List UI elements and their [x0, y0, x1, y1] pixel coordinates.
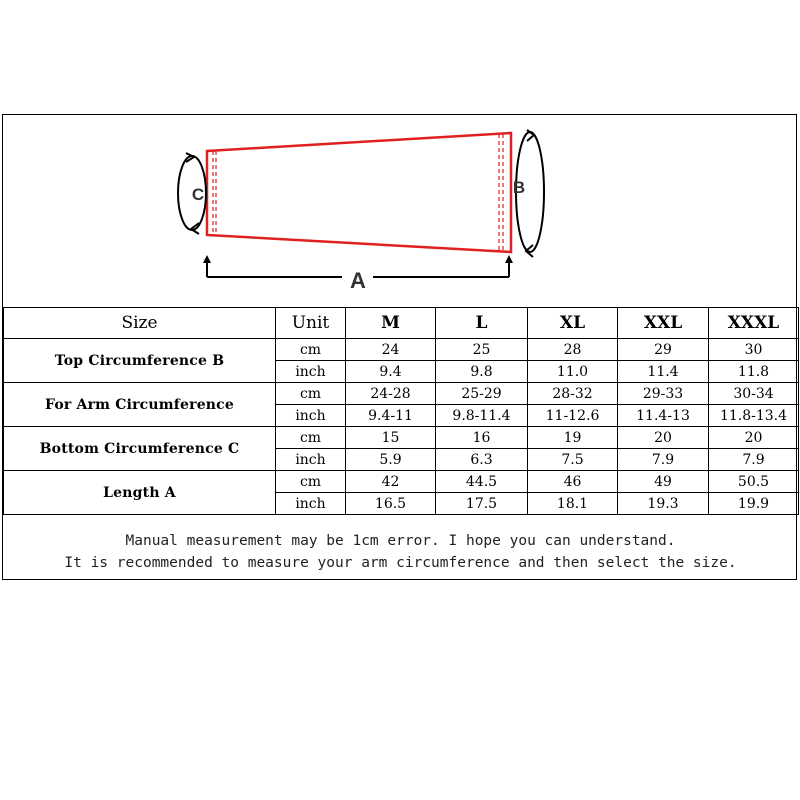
- value-cell: 19.9: [709, 493, 799, 515]
- size-chart: [2, 114, 797, 580]
- value-cell: 11.0: [528, 361, 618, 383]
- value-cell: 11.4: [618, 361, 709, 383]
- value-cell: 7.9: [709, 449, 799, 471]
- value-cell: 50.5: [709, 471, 799, 493]
- value-cell: 46: [528, 471, 618, 493]
- unit-cell: cm: [276, 339, 346, 361]
- value-cell: 11.4-13: [618, 405, 709, 427]
- value-cell: 44.5: [436, 471, 528, 493]
- header-size-l: L: [436, 308, 528, 339]
- row-label-arm-circumference: For Arm Circumference: [4, 383, 276, 427]
- value-cell: 24-28: [346, 383, 436, 405]
- header-size-xl: XL: [528, 308, 618, 339]
- value-cell: 19: [528, 427, 618, 449]
- row-label-bottom-circumference: Bottom Circumference C: [4, 427, 276, 471]
- value-cell: 15: [346, 427, 436, 449]
- value-cell: 11.8-13.4: [709, 405, 799, 427]
- value-cell: 42: [346, 471, 436, 493]
- unit-cell: inch: [276, 405, 346, 427]
- value-cell: 18.1: [528, 493, 618, 515]
- header-size-xxl: XXL: [618, 308, 709, 339]
- header-unit: Unit: [276, 308, 346, 339]
- value-cell: 29: [618, 339, 709, 361]
- unit-cell: inch: [276, 361, 346, 383]
- value-cell: 29-33: [618, 383, 709, 405]
- value-cell: 7.9: [618, 449, 709, 471]
- table-row: [4, 471, 799, 493]
- value-cell: 24: [346, 339, 436, 361]
- label-a: A: [350, 268, 366, 293]
- label-b: B: [512, 178, 526, 197]
- value-cell: 9.8: [436, 361, 528, 383]
- value-cell: 28: [528, 339, 618, 361]
- header-row: [4, 308, 799, 339]
- value-cell: 19.3: [618, 493, 709, 515]
- measurement-notes: [3, 515, 798, 579]
- header-size: Size: [4, 308, 276, 339]
- value-cell: 9.4: [346, 361, 436, 383]
- table-row: [4, 339, 799, 361]
- value-cell: 9.8-11.4: [436, 405, 528, 427]
- value-cell: 16.5: [346, 493, 436, 515]
- value-cell: 25-29: [436, 383, 528, 405]
- table-row: [4, 383, 799, 405]
- note-line-1: Manual measurement may be 1cm error. I hope you can understand.: [125, 533, 676, 549]
- value-cell: 5.9: [346, 449, 436, 471]
- note-line-2: It is recommended to measure your arm circumference and then select the size.: [64, 555, 737, 571]
- size-table: [3, 307, 799, 515]
- sleeve-outline: [207, 133, 511, 252]
- header-size-xxxl: XXXL: [709, 308, 799, 339]
- value-cell: 20: [709, 427, 799, 449]
- value-cell: 49: [618, 471, 709, 493]
- unit-cell: cm: [276, 471, 346, 493]
- value-cell: 11.8: [709, 361, 799, 383]
- header-size-m: M: [346, 308, 436, 339]
- row-label-top-circumference: Top Circumference B: [4, 339, 276, 383]
- unit-cell: cm: [276, 427, 346, 449]
- value-cell: 28-32: [528, 383, 618, 405]
- row-label-length: Length A: [4, 471, 276, 515]
- value-cell: 30: [709, 339, 799, 361]
- unit-cell: inch: [276, 493, 346, 515]
- value-cell: 17.5: [436, 493, 528, 515]
- unit-cell: inch: [276, 449, 346, 471]
- value-cell: 30-34: [709, 383, 799, 405]
- label-c: C: [191, 185, 205, 204]
- value-cell: 20: [618, 427, 709, 449]
- value-cell: 7.5: [528, 449, 618, 471]
- value-cell: 11-12.6: [528, 405, 618, 427]
- sleeve-diagram: [3, 115, 798, 307]
- table-row: [4, 427, 799, 449]
- value-cell: 16: [436, 427, 528, 449]
- value-cell: 25: [436, 339, 528, 361]
- unit-cell: cm: [276, 383, 346, 405]
- value-cell: 6.3: [436, 449, 528, 471]
- value-cell: 9.4-11: [346, 405, 436, 427]
